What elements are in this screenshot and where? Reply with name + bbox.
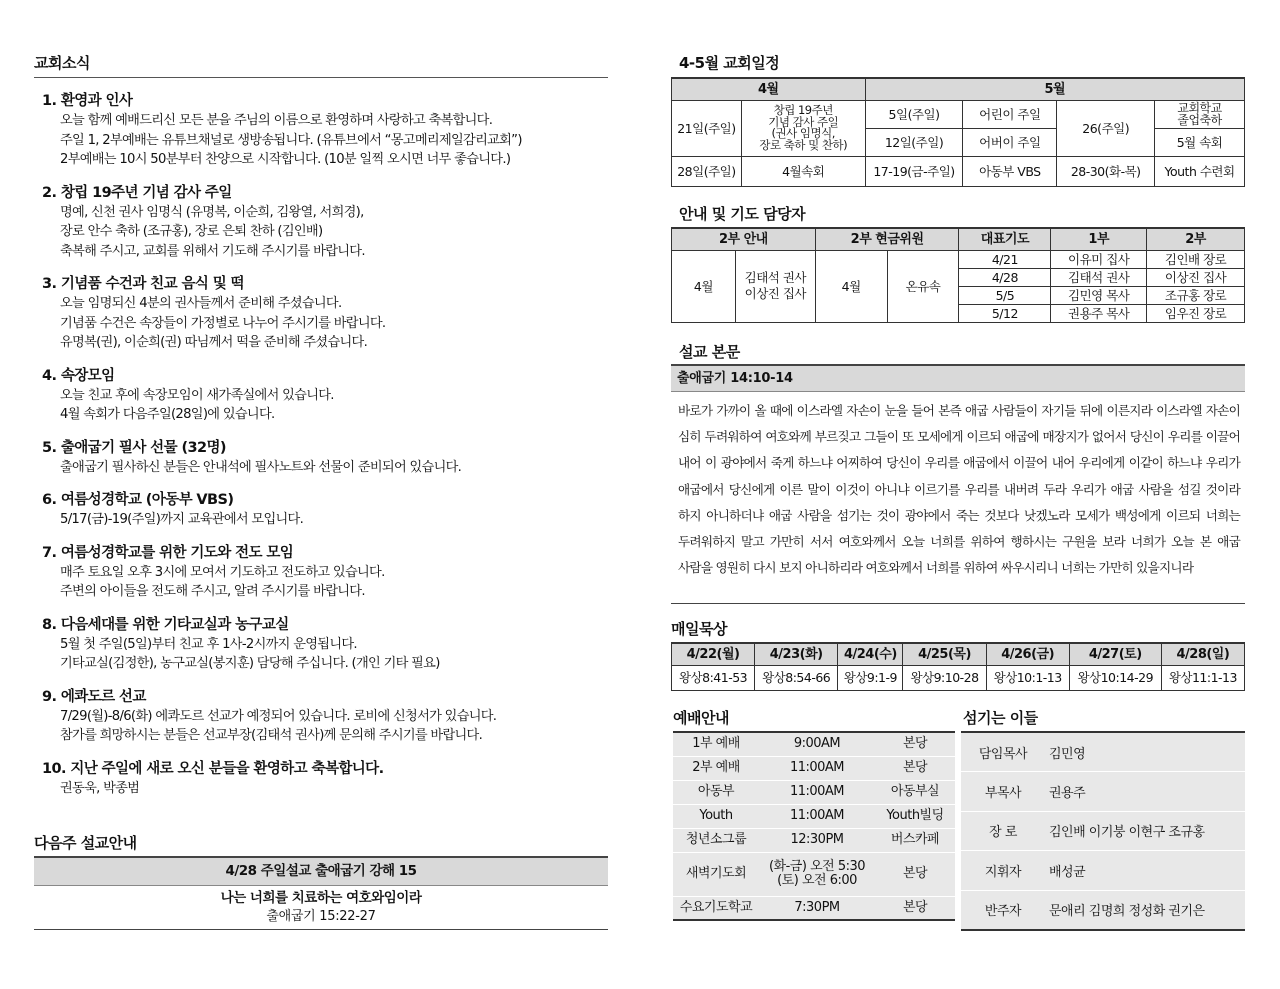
guide-date: 4/28: [959, 268, 1051, 286]
worship-place: 본당: [875, 852, 955, 896]
news-heading: 7. 여름성경학교를 위한 기도와 전도 모임: [42, 544, 294, 561]
daily-devotion-table: [671, 642, 1245, 691]
news-line: 4월 속회가 다음주일(28일)에 있습니다.: [60, 407, 275, 422]
server-names: 배성균: [1045, 851, 1245, 891]
daily-day: 4/23(화): [755, 643, 838, 665]
server-row: [961, 772, 1245, 812]
news-line: 기념품 수건은 속장들이 가정별로 나누어 주시기를 바랍니다.: [60, 315, 386, 331]
daily-reading: 왕상9:10-28: [903, 665, 986, 690]
servers-table: [961, 731, 1245, 931]
news-line: 5/17(금)-19(주일)까지 교육관에서 모입니다.: [60, 512, 304, 527]
guide-header: 2부 현금위원: [815, 228, 959, 250]
server-role: 담임목사: [978, 746, 1028, 762]
daily-header-row: [672, 643, 1245, 665]
worship-name: 새벽기도회: [673, 852, 759, 896]
schedule-event: 4월속회: [741, 156, 865, 186]
next-sermon-ref: 출애굽기 15:22-27: [266, 909, 376, 924]
news-item: [34, 439, 608, 478]
guide-prayer-1: 권용주 목사: [1051, 304, 1147, 322]
server-row: [961, 811, 1245, 851]
schedule-event: Youth 수련회: [1155, 156, 1245, 186]
news-heading: 6. 여름성경학교 (아동부 VBS): [42, 492, 234, 508]
guide-month: 4월: [672, 250, 736, 322]
sermon-text: 바로가 가까이 올 때에 이스라엘 자손이 눈을 들어 본즉 애굽 사람들이 자기들 뒤에 이른지라 이스라엘 자손이 심히 두려워하여 여호와께 부르짖고 그들이 또 모세에게 이르되 애굽에 매장지가 없어서 당신이 우리를 이끌어 내어 이 광야에서 죽게 하느냐 어찌하여 당신이 우리를 애굽에서 이끌어 내어 우리에게 이같이 하느냐 우리가 애굽에서 당신에게 이른 말이 이것이 아니냐 이르기를 우리를 내버려 두라 우리가 애굽 사람을 섬길 것이라 하지 아니하더냐 애굽 사람을 섬기는 것이 광야에서 죽는 것보다 낫겠노라 모세가 백성에게 이르되 너희는 두려워하지 말고 가만히 서서 여호와께서 오늘 너희를 위하여 행하시는 구원을 보라 너희가 오늘 본 애굽 사람을 영원히 다시 보지 아니하리라 여호와께서 너희를 위하여 싸우시리니 너희는 가만히 있을지니라: [678, 403, 1240, 576]
next-sermon-title: 다음주 설교안내: [34, 834, 137, 852]
guide-header: 2부: [1147, 228, 1245, 250]
news-item: [34, 184, 608, 262]
news-line: 장로 안수 축하 (조규홍), 장로 은퇴 찬하 (김인배): [60, 224, 323, 239]
worship-place: 아동부실: [875, 780, 955, 804]
schedule-event: 어버이 주일: [963, 128, 1057, 156]
server-row: [961, 890, 1245, 930]
guide-date: 5/12: [959, 304, 1051, 322]
news-item: [34, 616, 608, 674]
daily-reading: 왕상8:54-66: [755, 665, 838, 690]
schedule-event: 아동부 VBS: [963, 156, 1057, 186]
schedule-date: 28-30(화-목): [1057, 156, 1155, 186]
guide-header: 2부 안내: [672, 228, 816, 250]
news-line: 주일 1, 2부예배는 유튜브채널로 생방송됩니다. (유튜브에서 “몽고메리제일감리교회”): [60, 132, 522, 148]
news-item: [34, 491, 608, 530]
news-heading: 2. 창립 19주년 기념 감사 주일: [42, 184, 232, 201]
server-role: 장 로: [961, 811, 1045, 851]
server-role: 부목사: [961, 772, 1045, 812]
guide-prayer-1: 이유미 집사: [1051, 250, 1147, 268]
worship-title: 예배안내: [673, 709, 729, 727]
daily-reading: 왕상11:1-13: [1161, 665, 1244, 690]
news-item: [34, 688, 608, 746]
guide-prayer-2: 조규홍 장로: [1147, 286, 1245, 304]
news-item: [34, 544, 608, 602]
schedule-table: [671, 77, 1245, 187]
daily-reading-row: [672, 665, 1245, 690]
news-heading: 9. 에콰도르 선교: [42, 688, 146, 705]
server-names: 권용주: [1045, 772, 1245, 812]
next-sermon-main: 나는 너희를 치료하는 여호와임이라: [220, 890, 422, 906]
guide-header: 1부: [1051, 228, 1147, 250]
schedule-date: 12일(주일): [865, 128, 963, 156]
schedule-date: 17-19(금-주일): [865, 156, 963, 186]
news-item: [34, 275, 608, 353]
worship-table: [673, 731, 955, 921]
church-news: [34, 52, 608, 812]
worship-time: 11:00AM: [759, 756, 875, 780]
schedule-title: 4-5월 교회일정: [679, 54, 780, 72]
servers-title: 섬기는 이들: [963, 709, 1038, 727]
worship-place: 본당: [902, 736, 928, 752]
news-line: 참가를 희망하시는 분들은 선교부장(김태석 권사)께 문의해 주시기를 바랍니다.: [60, 728, 483, 743]
news-line: 오늘 임명되신 4분의 권사들께서 준비해 주셨습니다.: [60, 296, 342, 311]
news-list: [34, 92, 608, 798]
news-line: 기타교실(김정한), 농구교실(봉지훈) 담당해 주십니다. (개인 기타 필요): [60, 656, 440, 671]
worship-name: 1부 예배: [692, 736, 740, 752]
worship-time: (화-금) 오전 5:30 (토) 오전 6:00: [759, 852, 875, 896]
news-heading: 3. 기념품 수건과 친교 음식 및 떡: [42, 276, 244, 292]
worship-time: 9:00AM: [793, 736, 841, 752]
news-item: [34, 92, 608, 170]
worship-name: 수요기도학교: [673, 896, 759, 920]
daily-day: 4/24(수): [838, 643, 903, 665]
worship-place: 본당: [875, 756, 955, 780]
worship-row: [673, 780, 955, 804]
worship-name: 아동부: [673, 780, 759, 804]
worship-time: 11:00AM: [759, 804, 875, 828]
daily-reading: 왕상8:41-53: [672, 665, 755, 690]
server-row: [961, 732, 1245, 772]
worship-row: [673, 896, 955, 920]
server-names: 김민영: [1049, 746, 1086, 762]
guide-prayer-2: 김인배 장로: [1147, 250, 1245, 268]
schedule-date: 28일(주일): [672, 156, 742, 186]
daily-reading: 왕상10:14-29: [1069, 665, 1161, 690]
news-line: 2부예배는 10시 50분부터 찬양으로 시작합니다. (10분 일찍 오시면 너무 좋습니다.): [60, 152, 511, 167]
server-role: 지휘자: [961, 851, 1045, 891]
sermon-title: 설교 본문: [679, 343, 740, 361]
worship-name: 2부 예배: [673, 756, 759, 780]
guide-date: 4/21: [959, 250, 1051, 268]
schedule-event: 어린이 주일: [963, 100, 1057, 128]
guide-table: [671, 227, 1245, 323]
news-heading: 5. 출애굽기 필사 선물 (32명): [42, 439, 226, 456]
news-item: [34, 367, 608, 425]
news-line: 매주 토요일 오후 3시에 모여서 기도하고 전도하고 있습니다.: [60, 564, 385, 580]
news-line: 유명복(권), 이순희(권) 따님께서 떡을 준비해 주셨습니다.: [60, 335, 368, 350]
daily-reading: 왕상10:1-13: [986, 665, 1069, 690]
server-names: 문애리 김명희 정성화 권기은: [1045, 890, 1245, 930]
guide-ushers: 김태석 권사 이상진 집사: [735, 250, 815, 322]
church-news-title: 교회소식: [34, 52, 608, 78]
worship-place: 본당: [875, 896, 955, 920]
worship-row: [673, 804, 955, 828]
next-sermon-body: [34, 886, 608, 930]
news-line: 오늘 친교 후에 속장모임이 새가족실에서 있습니다.: [60, 387, 334, 403]
next-sermon-bar: 4/28 주일설교 출애굽기 강해 15: [34, 856, 608, 886]
worship-name: 청년소그룹: [673, 828, 759, 852]
server-row: [961, 851, 1245, 891]
news-item: [34, 760, 608, 799]
worship-time: 11:00AM: [759, 780, 875, 804]
schedule-header-april: 4월: [672, 78, 866, 100]
schedule-header-may: 5월: [865, 78, 1244, 100]
guide-prayer-1: 김태석 권사: [1051, 268, 1147, 286]
schedule-date: 26(주일): [1057, 100, 1155, 156]
guide-date: 5/5: [959, 286, 1051, 304]
schedule-event: 5월 속회: [1155, 128, 1245, 156]
worship-row: [673, 852, 955, 896]
worship-row: [673, 828, 955, 852]
news-line: 명예, 신천 권사 임명식 (유명복, 이순희, 김왕열, 서희경),: [60, 204, 364, 220]
news-line: 5월 첫 주일(5일)부터 친교 후 1사-2시까지 운영됩니다.: [60, 636, 357, 652]
daily-day: 4/25(목): [903, 643, 986, 665]
guide-title: 안내 및 기도 담당자: [679, 205, 806, 223]
sermon-reference: 출애굽기 14:10-14: [671, 364, 1245, 392]
daily-title: 매일묵상: [671, 620, 727, 638]
daily-day: 4/27(토): [1069, 643, 1161, 665]
news-line: 출애굽기 필사하신 분들은 안내석에 필사노트와 선물이 준비되어 있습니다.: [60, 459, 462, 475]
guide-month: 4월: [815, 250, 887, 322]
worship-time: 7:30PM: [759, 896, 875, 920]
guide-prayer-2: 임우진 장로: [1147, 304, 1245, 322]
news-heading: 1. 환영과 인사: [42, 93, 133, 109]
worship-name: Youth: [673, 804, 759, 828]
daily-day: 4/26(금): [986, 643, 1069, 665]
news-heading: 8. 다음세대를 위한 기타교실과 농구교실: [42, 616, 289, 633]
guide-header: 대표기도: [959, 228, 1051, 250]
news-line: 주변의 아이들을 전도해 주시고, 알려 주시기를 바랍니다.: [60, 584, 365, 599]
daily-day: 4/22(월): [672, 643, 755, 665]
schedule-date: 5일(주일): [865, 100, 963, 128]
news-line: 오늘 함께 예배드리신 모든 분을 주님의 이름으로 환영하며 사랑하고 축복합니다.: [60, 113, 493, 128]
news-line: 축복해 주시고, 교회를 위해서 기도해 주시기를 바랍니다.: [60, 243, 365, 259]
news-line: 권동욱, 박종범: [60, 780, 140, 796]
news-heading: 4. 속장모임: [42, 367, 115, 384]
schedule-event-anniversary: 창립 19주년 기념 감사 주일 (권사 임명식, 장로 축하 및 찬하): [741, 100, 865, 156]
schedule-event-graduation: 교회학교 졸업축하: [1155, 100, 1245, 128]
guide-offering: 온유속: [887, 250, 959, 322]
worship-row: [673, 756, 955, 780]
news-line: 7/29(월)-8/6(화) 에콰도르 선교가 예정되어 있습니다. 로비에 신청서가 있습니다.: [60, 708, 497, 724]
daily-day: 4/28(일): [1161, 643, 1244, 665]
worship-place: Youth빌딩: [875, 804, 955, 828]
news-heading: 10. 지난 주일에 새로 오신 분들을 환영하고 축복합니다.: [42, 760, 384, 777]
guide-prayer-2: 이상진 집사: [1147, 268, 1245, 286]
schedule-date: 21일(주일): [672, 100, 742, 156]
server-role: 반주자: [961, 890, 1045, 930]
worship-row: [673, 732, 955, 756]
divider: [671, 603, 1245, 604]
worship-time: 12:30PM: [759, 828, 875, 852]
worship-place: 버스카페: [875, 828, 955, 852]
server-names: 김인배 이기붕 이현구 조규홍: [1045, 811, 1245, 851]
daily-reading: 왕상9:1-9: [838, 665, 903, 690]
guide-prayer-1: 김민영 목사: [1051, 286, 1147, 304]
